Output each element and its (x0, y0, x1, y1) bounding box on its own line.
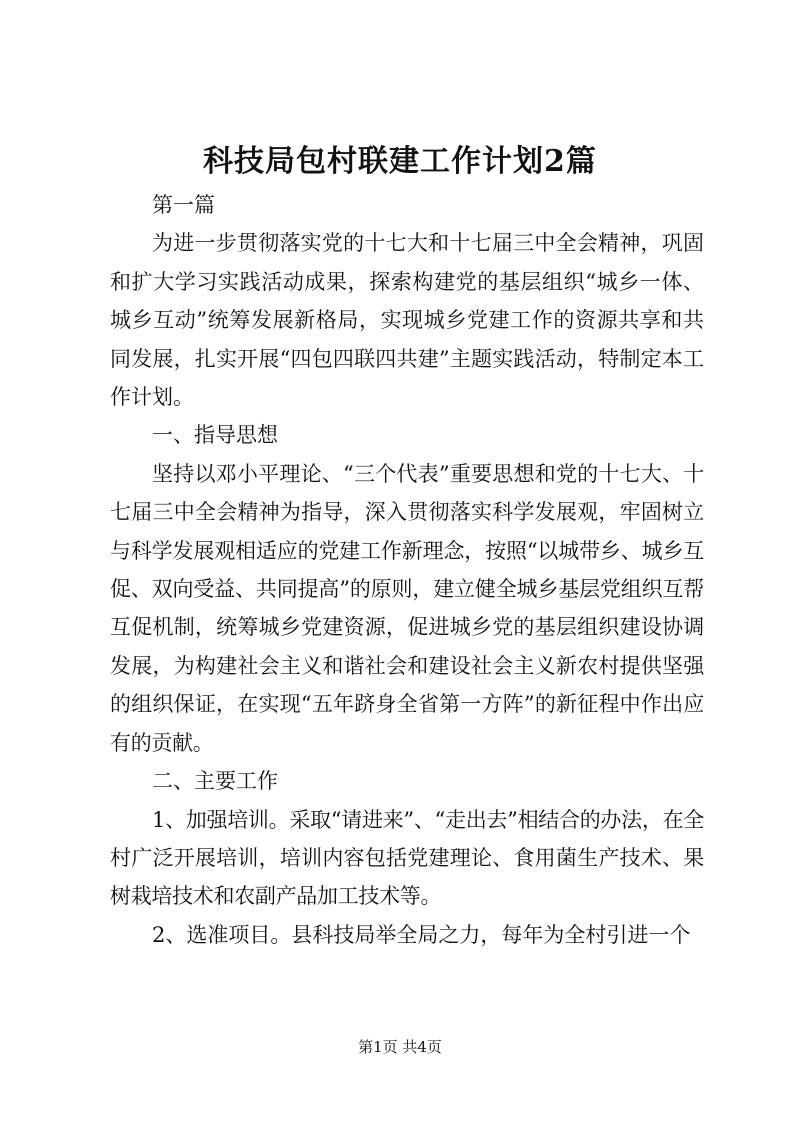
document-title: 科技局包村联建工作计划2篇 (203, 144, 597, 179)
document-body (110, 186, 704, 954)
page-footer: 第1页 共4页 (358, 1038, 442, 1056)
section-heading-guiding-ideology: 一、指导思想 (152, 423, 278, 448)
work-item-training: 1、加强培训。采取“请进来”、“走出去”相结合的办法，在全村广泛开展培训，培训内容包括党建理论、食用菌生产技术、果树栽培技术和农副产品加工技术等。 (110, 807, 704, 909)
guiding-ideology-paragraph: 坚持以邓小平理论、“三个代表”重要思想和党的十七大、十七届三中全会精神为指导，深入贯彻落实科学发展观，牢固树立与科学发展观相适应的党建工作新理念，按照“以城带乡、城乡互促、双向受益、共同提高”的原则，建立健全城乡基层党组织互帮互促机制，统筹城乡党建资源，促进城乡党的基层组织建设协调发展，为构建社会主义和谐社会和建设社会主义新农村提供坚强的组织保证，在实现“五年跻身全省第一方阵”的新征程中作出应有的贡献。 (110, 461, 704, 755)
work-item-projects: 2、选准项目。县科技局举全局之力，每年为全村引进一个 (152, 922, 691, 947)
intro-paragraph: 为进一步贯彻落实党的十七大和十七届三中全会精神，巩固和扩大学习实践活动成果，探索构建党的基层组织“城乡一体、城乡互动”统筹发展新格局，实现城乡党建工作的资源共享和共同发展，扎实开展“四包四联四共建”主题实践活动，特制定本工作计划。 (110, 231, 704, 410)
section-heading-main-work: 二、主要工作 (152, 769, 278, 794)
section-heading-part-one: 第一篇 (152, 193, 215, 217)
